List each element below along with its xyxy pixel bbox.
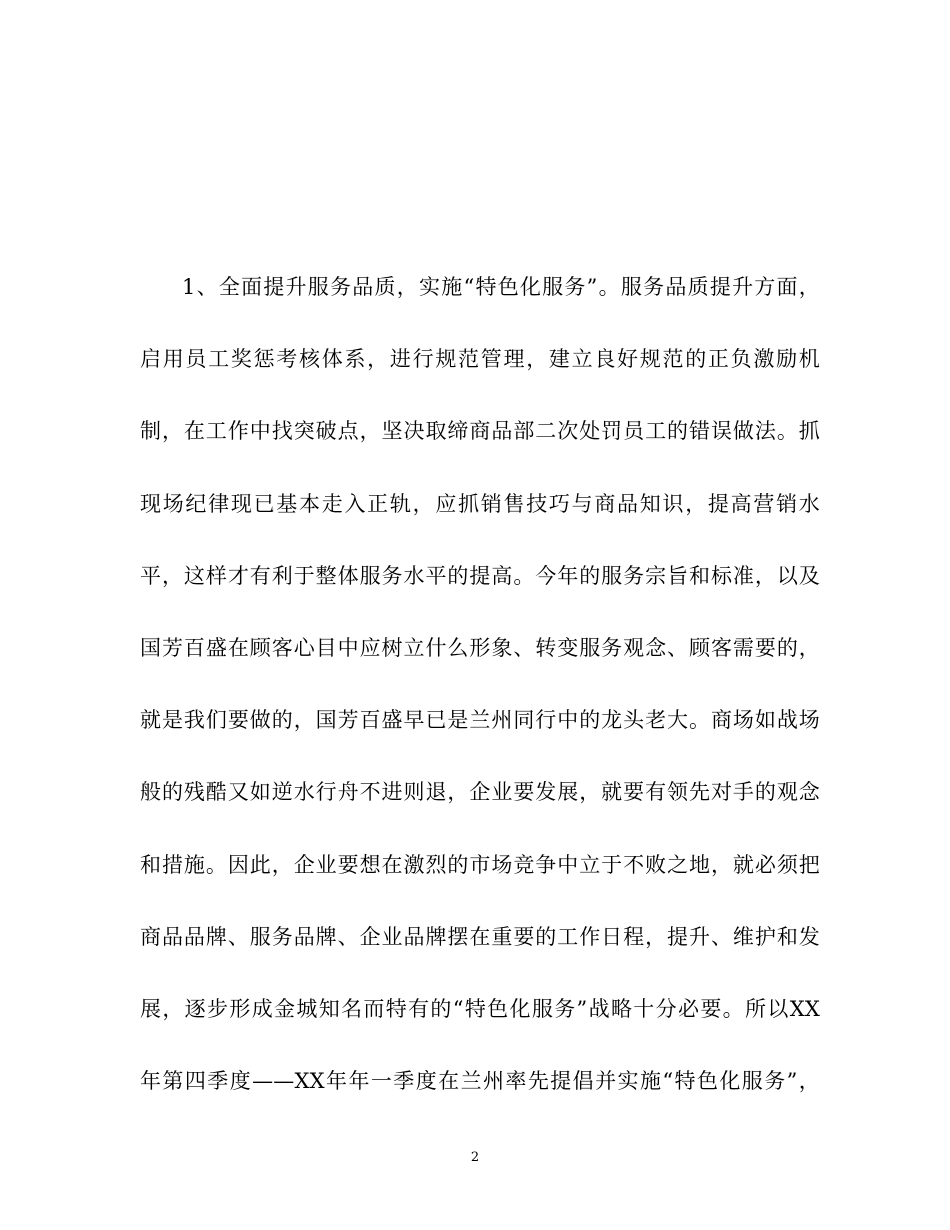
text-line: 商品品牌、服务品牌、企业品牌摆在重要的工作日程，提升、维护和发	[140, 924, 820, 949]
text-line: 国芳百盛在顾客心目中应树立什么形象、转变服务观念、顾客需要的，	[140, 635, 820, 660]
text-line: 般的残酷又如逆水行舟不进则退，企业要发展，就要有领先对手的观念	[140, 780, 820, 805]
text-line: 制，在工作中找突破点，坚决取缔商品部二次处罚员工的错误做法。抓	[140, 419, 820, 444]
text-line: 年第四季度——XX年年一季度在兰州率先提倡并实施“特色化服务”，	[140, 1069, 820, 1094]
text-line: 现场纪律现已基本走入正轨，应抓销售技巧与商品知识，提高营销水	[140, 491, 820, 516]
body-paragraph	[140, 272, 820, 1138]
text-line: 平，这样才有利于整体服务水平的提高。今年的服务宗旨和标准，以及	[140, 563, 820, 588]
text-line: 和措施。因此，企业要想在激烈的市场竞争中立于不败之地，就必须把	[140, 852, 820, 877]
text-line: 1、全面提升服务品质，实施“特色化服务”。服务品质提升方面，	[182, 275, 820, 299]
text-line: 就是我们要做的，国芳百盛早已是兰州同行中的龙头老大。商场如战场	[140, 708, 820, 733]
page-number: 2	[470, 1150, 480, 1165]
text-line: 启用员工奖惩考核体系，进行规范管理，建立良好规范的正负激励机	[140, 347, 820, 372]
text-line: 展，逐步形成金城知名而特有的“特色化服务”战略十分必要。所以XX	[140, 996, 820, 1021]
